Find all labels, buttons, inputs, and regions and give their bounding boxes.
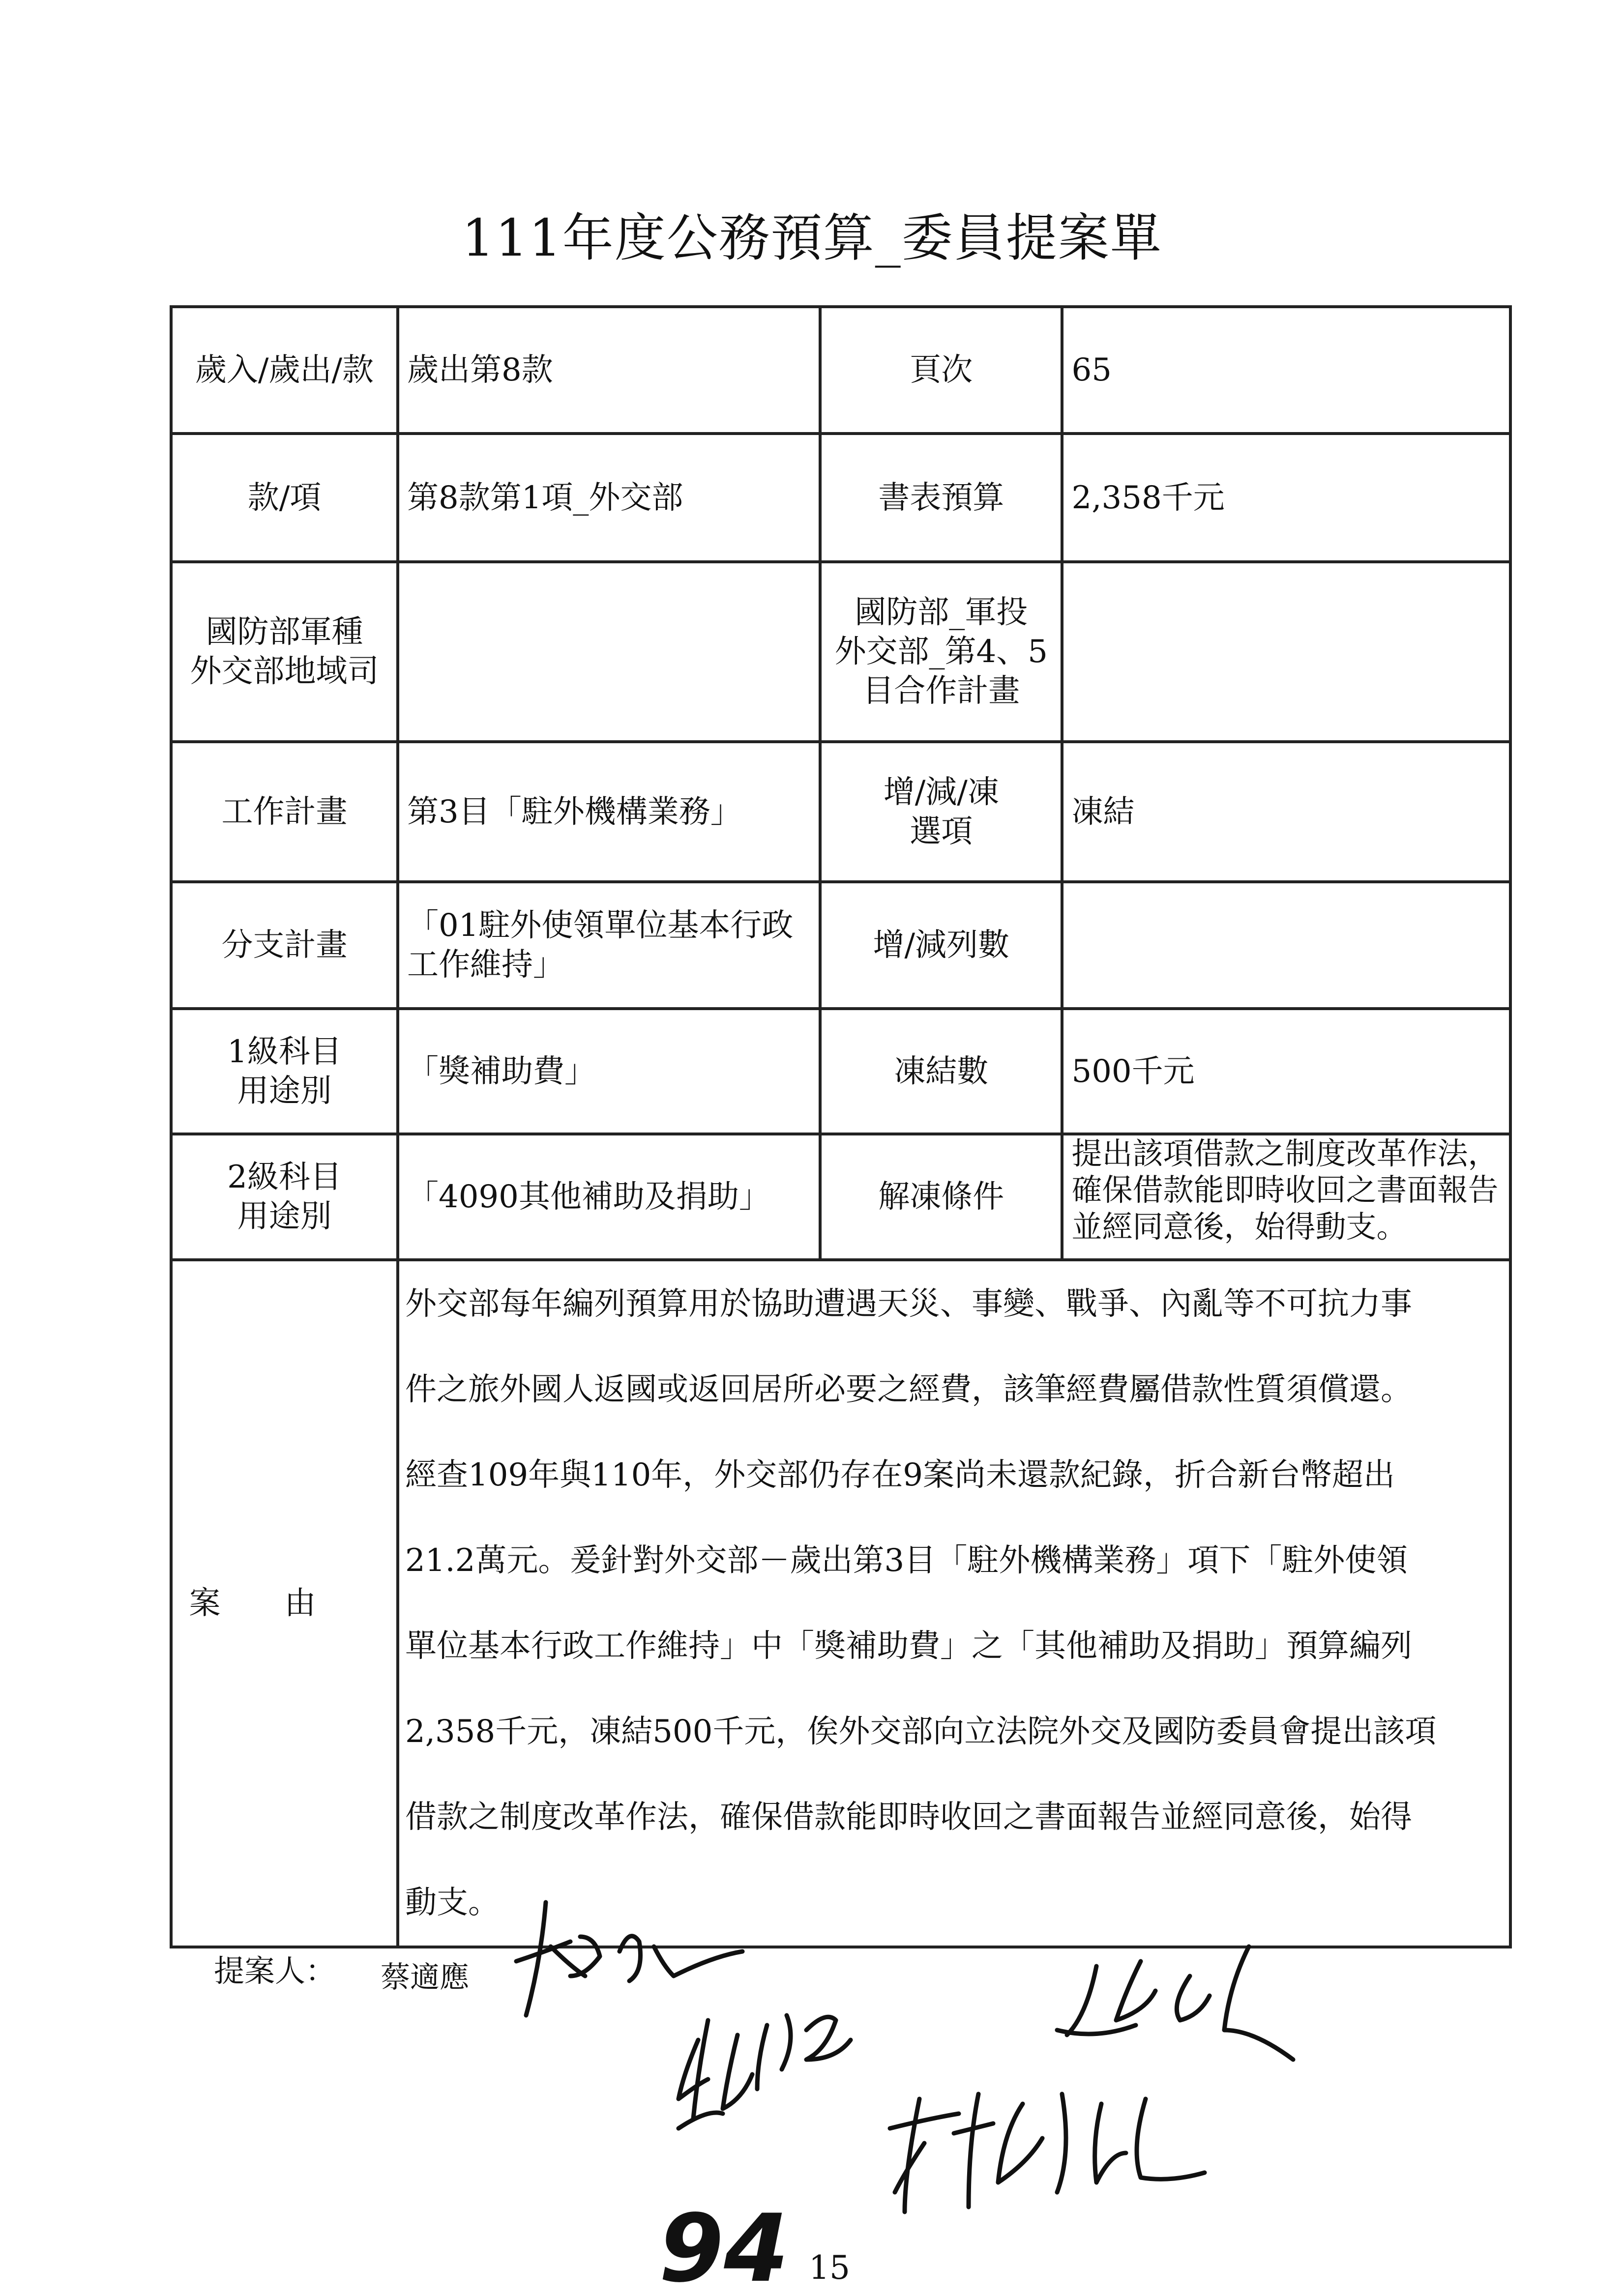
page-title: 111年度公務預算_委員提案單 <box>462 208 1162 268</box>
signature-1 <box>516 1902 742 2015</box>
field-value: 「獎補助費」 <box>398 1009 820 1134</box>
reason-line: 外交部每年編列預算用於協助遭遇天災、事變、戰爭、內亂等不可抗力事 <box>405 1286 1412 1322</box>
field-label: 增/減/凍 選項 <box>820 742 1062 882</box>
field-label: 增/減列數 <box>820 882 1062 1009</box>
field-value: 第8款第1項_外交部 <box>398 434 820 562</box>
reason-line: 借款之制度改革作法，確保借款能即時收回之書面報告並經同意後，始得 <box>405 1799 1412 1835</box>
field-label: 歲入/歲出/款 <box>171 307 398 434</box>
field-value: 2,358千元 <box>1062 434 1510 562</box>
field-value: 「01駐外使領單位基本行政 工作維持」 <box>398 882 820 1009</box>
field-value: 500千元 <box>1062 1009 1510 1134</box>
reason-line: 2,358千元，凍結500千元，俟外交部向立法院外交及國防委員會提出該項 <box>405 1714 1437 1750</box>
page-number: 15 <box>809 2249 850 2287</box>
field-label: 凍結數 <box>820 1009 1062 1134</box>
field-label: 國防部_軍投 外交部_第4、5 目合作計畫 <box>820 562 1062 742</box>
field-value: 第3目「駐外機構業務」 <box>398 742 820 882</box>
handwritten-page-number: 94 <box>659 2194 789 2296</box>
field-label: 2級科目 用途別 <box>171 1134 398 1260</box>
reason-line: 21.2萬元。爰針對外交部－歲出第3目「駐外機構業務」項下「駐外使領 <box>405 1542 1408 1579</box>
reason-line: 單位基本行政工作維持」中「獎補助費」之「其他補助及捐助」預算編列 <box>405 1628 1412 1664</box>
field-label: 款/項 <box>171 434 398 562</box>
field-label: 工作計畫 <box>171 742 398 882</box>
reason-label: 案由 <box>171 1260 398 1947</box>
field-label: 解凍條件 <box>820 1134 1062 1260</box>
reason-line: 經查109年與110年，外交部仍存在9案尚未還款紀錄，折合新台幣超出 <box>405 1457 1395 1493</box>
unfreeze-condition: 提出該項借款之制度改革作法，確保借款能即時收回之書面報告並經同意後，始得動支。 <box>1062 1134 1510 1260</box>
field-label: 國防部軍種 外交部地域司 <box>171 562 398 742</box>
proposer-name: 蔡適應 <box>381 1960 469 1995</box>
field-value: 凍結 <box>1062 742 1510 882</box>
field-value: 65 <box>1062 307 1510 434</box>
field-label: 分支計畫 <box>171 882 398 1009</box>
signature-3 <box>1057 1947 1293 2060</box>
signature-2 <box>679 2015 851 2128</box>
proposer-label: 提案人： <box>214 1953 336 1989</box>
reason-line: 動支。 <box>405 1885 500 1921</box>
signature-4 <box>890 2094 1205 2212</box>
reason-line: 件之旅外國人返國或返回居所必要之經費，該筆經費屬借款性質須償還。 <box>405 1371 1412 1408</box>
field-label: 書表預算 <box>820 434 1062 562</box>
field-label: 頁次 <box>820 307 1062 434</box>
field-value: 歲出第8款 <box>398 307 820 434</box>
field-label: 1級科目 用途別 <box>171 1009 398 1134</box>
field-value: 「4090其他補助及捐助」 <box>398 1134 820 1260</box>
